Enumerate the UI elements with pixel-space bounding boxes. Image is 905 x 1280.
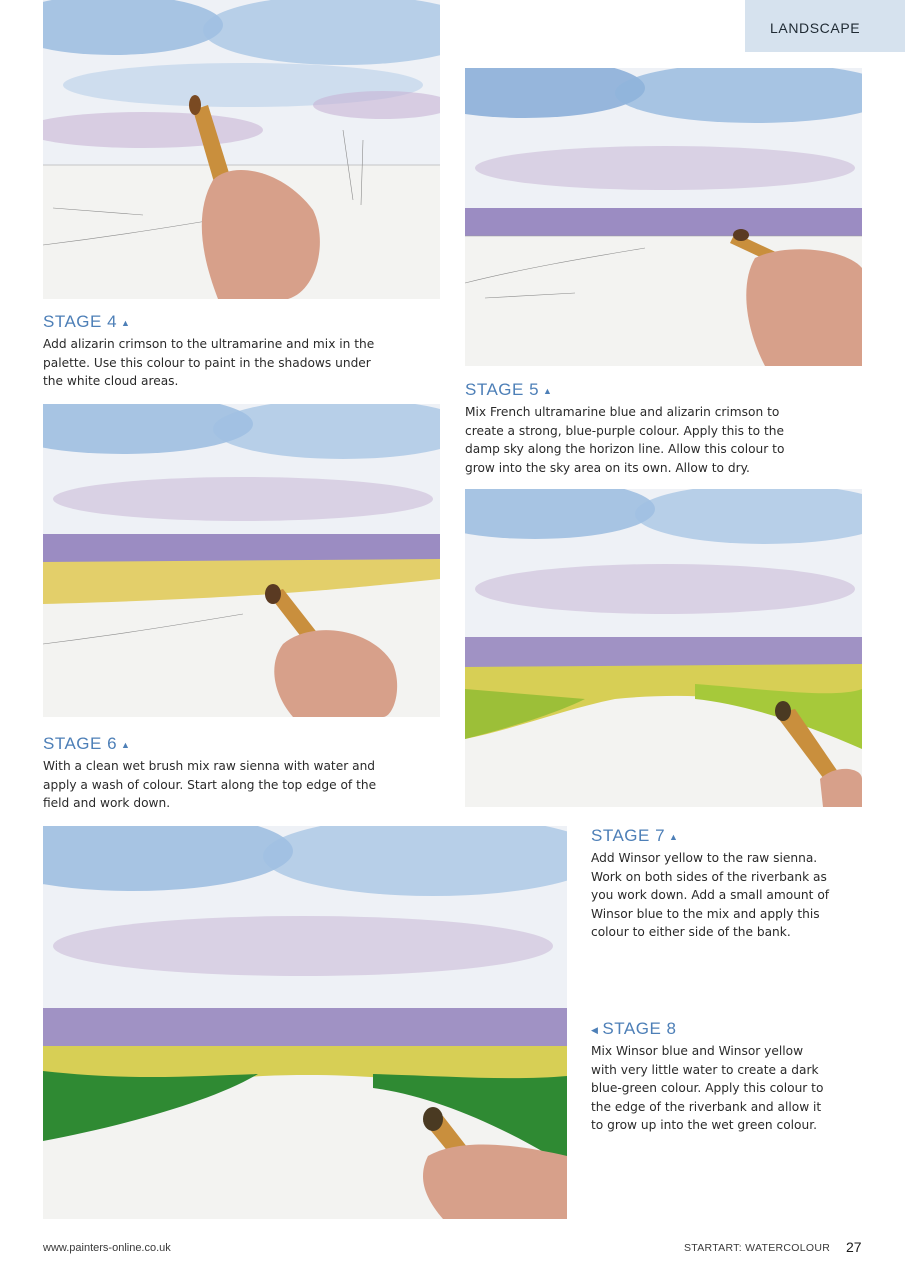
- section-tag: [745, 0, 905, 52]
- footer-website: www.painters-online.co.uk: [43, 1242, 171, 1254]
- stage-6-photo: [43, 404, 440, 717]
- stage-4-photo: [43, 0, 440, 299]
- stage-5-photo: [465, 68, 862, 366]
- stage-4-title: STAGE 4 ▲: [43, 312, 131, 331]
- stage-7-block: [591, 826, 831, 942]
- stage-7-title: STAGE 7 ▲: [591, 826, 679, 845]
- stage-6-text: With a clean wet brush mix raw sienna with water and apply a wash of colour. Start along the top edge of the field and work down.: [43, 759, 377, 810]
- stage-7-text: Add Winsor yellow to the raw sienna. Work on both sides of the riverbank as you work down. Add a small amount of Winsor blue to the mix and apply this colour to either side of the bank.: [591, 851, 830, 939]
- up-triangle-icon: ▲: [121, 318, 131, 328]
- up-triangle-icon: ▲: [121, 740, 131, 750]
- footer-series: STARTART: WATERCOLOUR: [684, 1242, 831, 1254]
- stage-6-title: STAGE 6 ▲: [43, 734, 131, 753]
- stage-8-title: ◀ STAGE 8: [591, 1019, 677, 1038]
- stage-7-photo: [465, 489, 862, 807]
- section-tag-label: LANDSCAPE: [770, 20, 861, 36]
- stage-8-block: [591, 1019, 831, 1135]
- stage-5-block: [465, 380, 795, 477]
- stage-4-block: [43, 312, 383, 391]
- up-triangle-icon: ▲: [669, 832, 679, 842]
- left-triangle-icon: ◀: [591, 1025, 599, 1035]
- stage-8-text: Mix Winsor blue and Winsor yellow with very little water to create a dark blue-green colour. Apply this colour to the edge of the riverbank and allow it to grow up into the wet green colour.: [591, 1044, 824, 1132]
- stage-5-text: Mix French ultramarine blue and alizarin crimson to create a strong, blue-purple colour. Apply this to the damp sky along the horizon line. Allow this colour to grow into the sky area on its own. Allow to dry.: [465, 405, 785, 475]
- stage-5-title: STAGE 5 ▲: [465, 380, 553, 399]
- up-triangle-icon: ▲: [543, 386, 553, 396]
- stage-8-photo: [43, 826, 567, 1219]
- stage-6-block: [43, 734, 383, 813]
- stage-4-text: Add alizarin crimson to the ultramarine and mix in the palette. Use this colour to paint in the shadows under the white cloud areas.: [43, 337, 375, 388]
- page-number: 27: [846, 1239, 862, 1255]
